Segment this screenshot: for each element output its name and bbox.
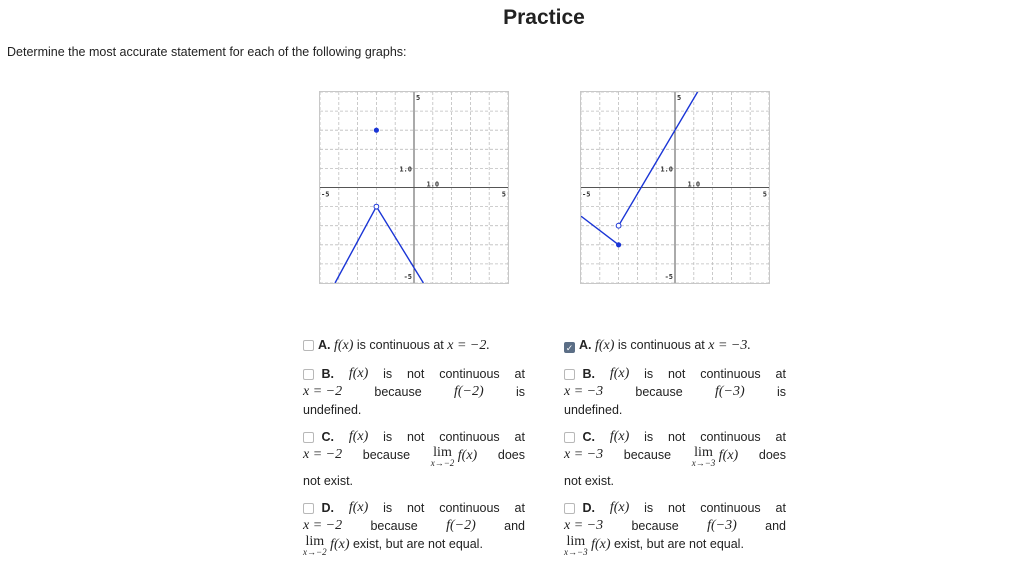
option-left-d[interactable]: D. f(x) is not continuous at x = −2 because f(−2) and lim x→−2 f(x) exist, but are not equal. — [303, 500, 525, 557]
checkbox-left-b[interactable] — [303, 369, 314, 380]
x-unit-label: 1.0 — [426, 180, 440, 189]
option-right-d[interactable]: D. f(x) is not continuous at x = −3 because f(−3) and lim x→−3 f(x) exist, but are not equal. — [564, 500, 786, 557]
x-min-label: -5 — [321, 190, 330, 199]
checkbox-right-c[interactable] — [564, 432, 575, 443]
option-left-a[interactable]: A. f(x) is continuous at x = −2. — [303, 336, 525, 355]
option-right-c[interactable]: C. f(x) is not continuous at x = −3 because lim x→−3 f(x) does not exist. — [564, 429, 786, 488]
x-unit-label: 1.0 — [687, 180, 701, 189]
option-left-c[interactable]: C. f(x) is not continuous at x = −2 because lim x→−2 f(x) does not exist. — [303, 429, 525, 488]
curve-segment — [581, 216, 619, 245]
checkbox-left-a[interactable] — [303, 340, 314, 351]
checkbox-left-c[interactable] — [303, 432, 314, 443]
graph-left-plot — [320, 92, 508, 283]
x-min-label: -5 — [582, 190, 591, 199]
open-point — [374, 204, 379, 209]
y-min-label: -5 — [664, 273, 673, 281]
y-min-label: -5 — [403, 273, 412, 281]
graph-left — [319, 91, 509, 284]
y-unit-label: 1.0 — [660, 165, 673, 174]
checkbox-right-b[interactable] — [564, 369, 575, 380]
y-max-label: 5 — [416, 94, 421, 102]
closed-point — [616, 242, 621, 247]
x-max-label: 5 — [501, 190, 506, 199]
option-left-b[interactable]: B. f(x) is not continuous at x = −2 because f(−2) is undefined. — [303, 366, 525, 417]
options-right — [564, 336, 786, 564]
y-unit-label: 1.0 — [399, 165, 412, 174]
page-title: Practice — [503, 6, 585, 29]
x-max-label: 5 — [762, 190, 767, 199]
closed-point — [374, 128, 379, 133]
open-point — [616, 223, 621, 228]
graph-right-plot — [581, 92, 769, 283]
checkbox-right-a[interactable]: ✓ — [565, 343, 574, 353]
y-max-label: 5 — [677, 94, 682, 102]
question-prompt: Determine the most accurate statement for each of the following graphs: — [7, 45, 407, 59]
option-right-a[interactable]: ✓ A. f(x) is continuous at x = −3. — [565, 338, 751, 353]
options-left — [303, 336, 525, 564]
option-right-b[interactable]: B. f(x) is not continuous at x = −3 because f(−3) is undefined. — [564, 366, 786, 417]
curve-segment — [619, 92, 701, 226]
checkbox-left-d[interactable] — [303, 503, 314, 514]
checkbox-right-d[interactable] — [564, 503, 575, 514]
graph-right — [580, 91, 770, 284]
